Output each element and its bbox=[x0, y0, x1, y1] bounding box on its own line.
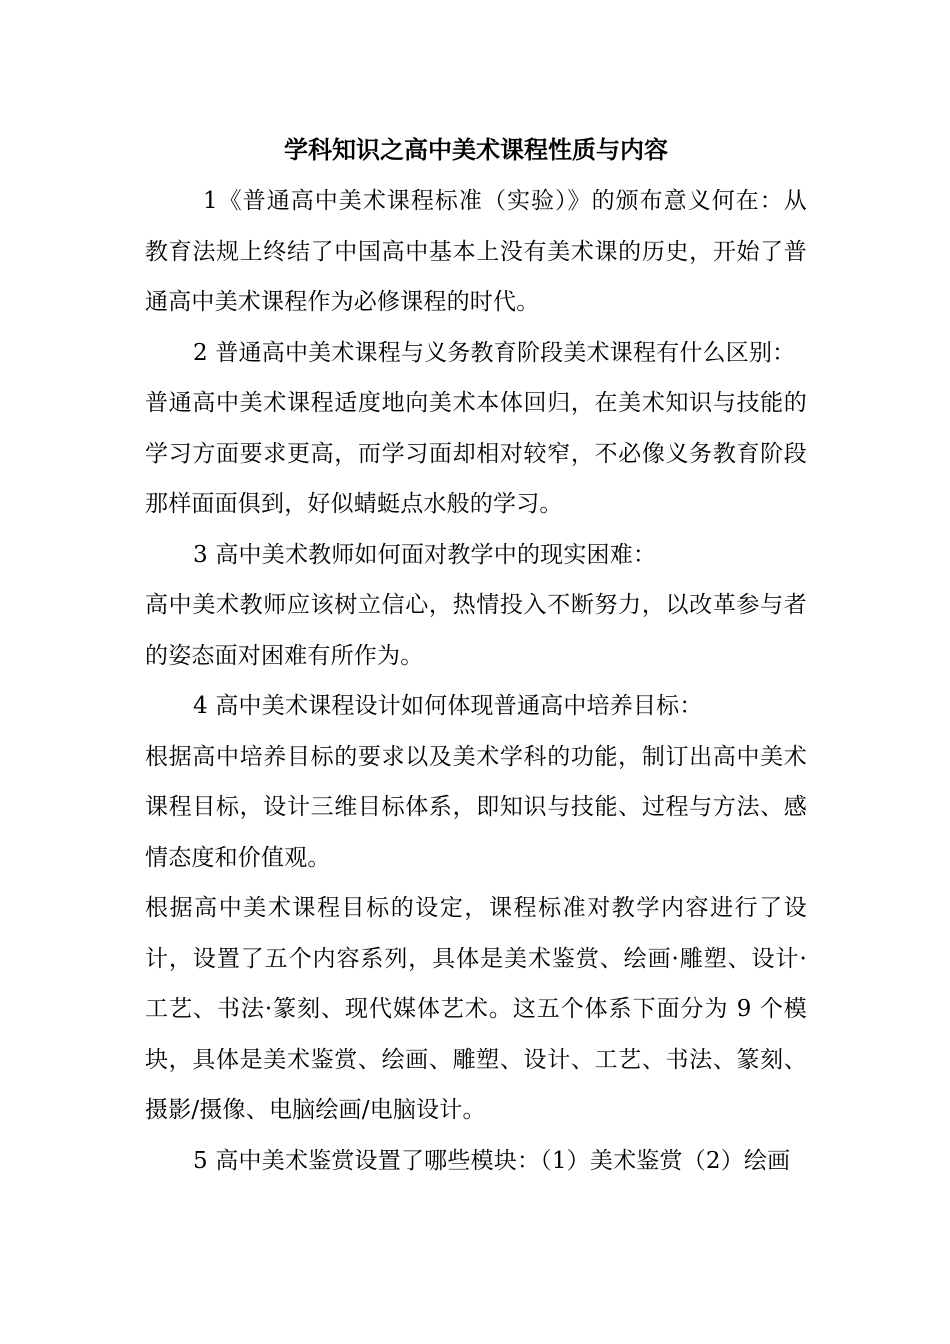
answer-paragraph-4b: 根据高中美术课程目标的设定，课程标准对教学内容进行了设计，设置了五个内容系列，具体是美术鉴赏、绘画·雕塑、设计·工艺、书法·篆刻、现代媒体艺术。这五个体系下面分为 9 个模块，具体是美术鉴赏、绘画、雕塑、设计、工艺、书法、篆刻、摄影/摄像、电脑绘画/电脑设计。 bbox=[145, 895, 807, 1123]
question-paragraph-1: 1《普通高中美术课程标准（实验）》的颁布意义何在：从教育法规上终结了中国高中基本上没有美术课的历史，开始了普通高中美术课程作为必修课程的时代。 bbox=[145, 188, 807, 315]
answer-paragraph-4a: 根据高中培养目标的要求以及美术学科的功能，制订出高中美术课程目标，设计三维目标体系，即知识与技能、过程与方法、感情态度和价值观。 bbox=[145, 743, 807, 871]
question-paragraph-2: 2 普通高中美术课程与义务教育阶段美术课程有什么区别： bbox=[193, 339, 796, 366]
question-paragraph-3: 3 高中美术教师如何面对教学中的现实困难： bbox=[193, 541, 657, 568]
document-title: 学科知识之高中美术课程性质与内容 bbox=[284, 135, 668, 164]
document-page bbox=[145, 128, 807, 1186]
question-paragraph-5: 5 高中美术鉴赏设置了哪些模块：（1）美术鉴赏（2）绘画 bbox=[193, 1147, 791, 1174]
question-paragraph-4: 4 高中美术课程设计如何体现普通高中培养目标： bbox=[193, 693, 703, 719]
answer-paragraph-3: 高中美术教师应该树立信心，热情投入不断努力，以改革参与者的姿态面对困难有所作为。 bbox=[145, 592, 807, 669]
answer-paragraph-2: 普通高中美术课程适度地向美术本体回归，在美术知识与技能的学习方面要求更高，而学习面却相对较窄，不必像义务教育阶段那样面面俱到，好似蜻蜓点水般的学习。 bbox=[145, 390, 807, 517]
